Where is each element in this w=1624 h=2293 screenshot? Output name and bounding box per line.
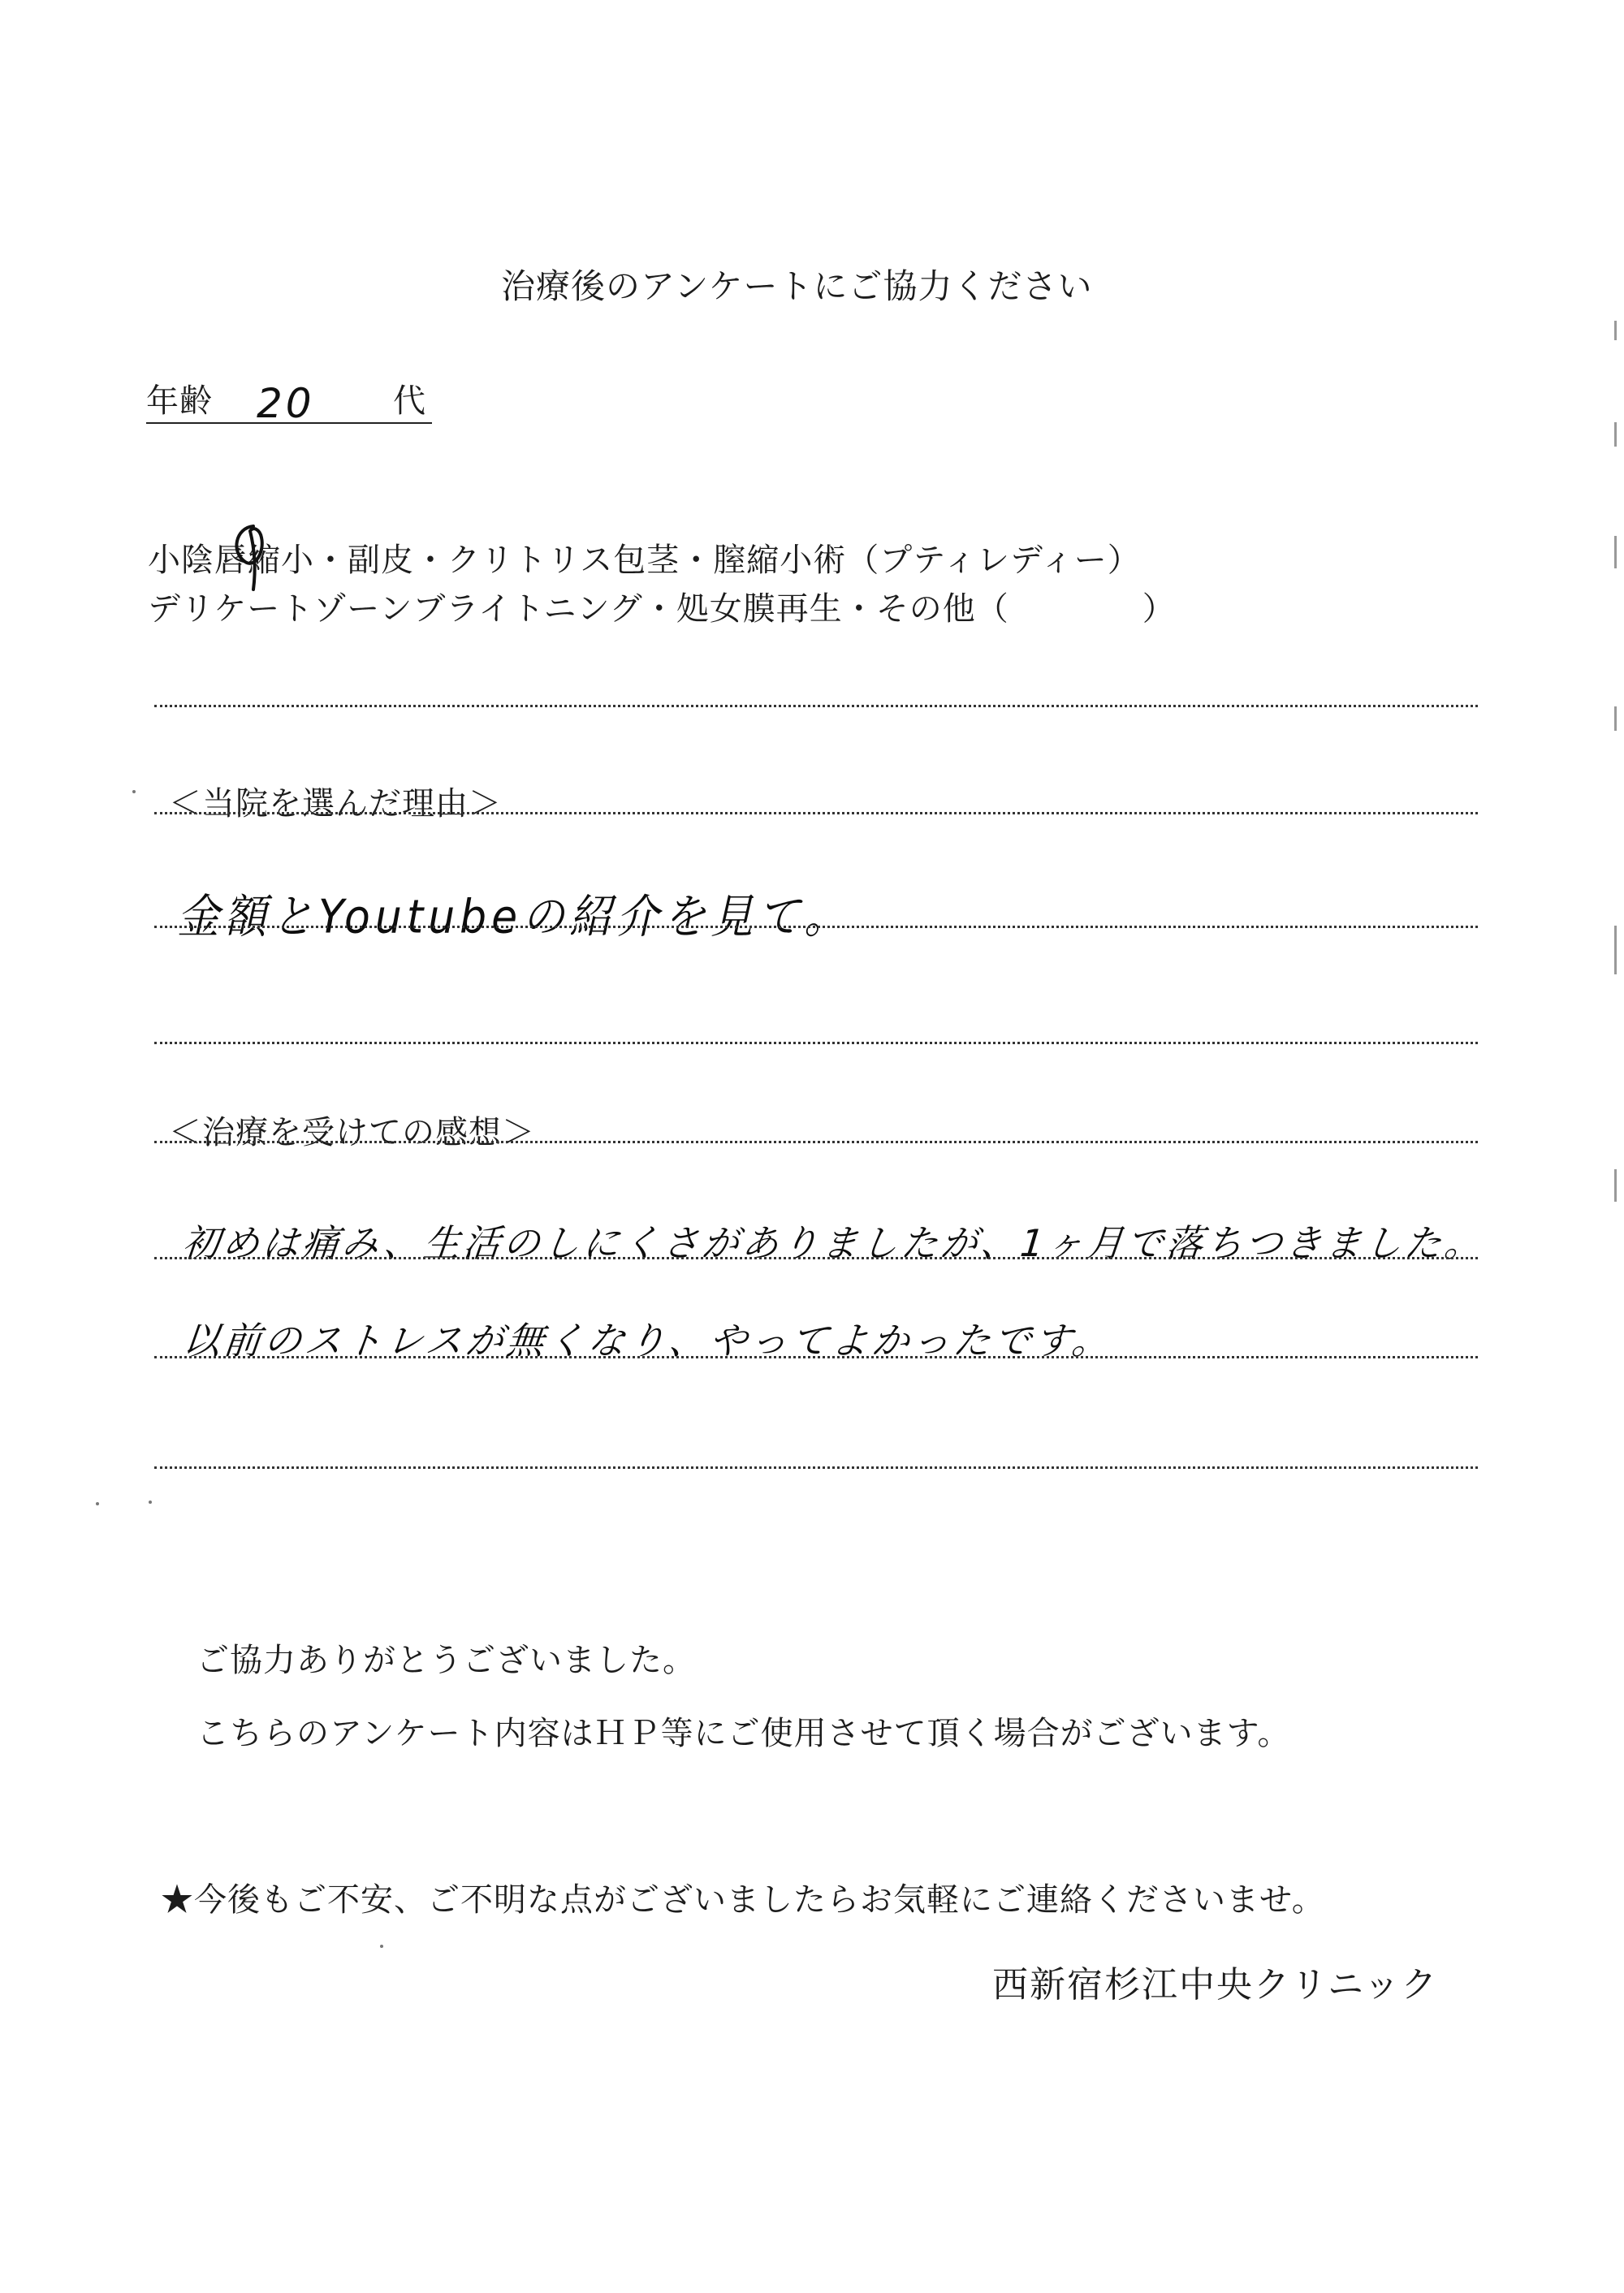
scan-speck <box>149 1501 152 1504</box>
impression-answer-line-1: 初めは痛み、生活のしにくさがありましたが、1ヶ月で落ちつきました。 <box>180 1221 1487 1265</box>
selection-circle-mark <box>229 520 270 593</box>
scan-edge-mark <box>1614 926 1617 974</box>
reason-section-label: ＜当院を選んだ理由＞ <box>169 785 502 823</box>
impression-blank-line <box>154 1466 1478 1469</box>
divider-line <box>154 705 1478 707</box>
impression-answer-line-2-rule <box>154 1356 1478 1358</box>
scan-edge-mark <box>1614 706 1617 731</box>
treatment-options-line-2: デリケートゾーンブライトニング・処女膜再生・その他（ ） <box>148 590 1176 628</box>
scan-edge-mark <box>1614 321 1617 340</box>
age-label: 年齢 <box>146 382 213 420</box>
reason-answer-line <box>154 926 1478 928</box>
treatment-options-line-1: 小陰唇縮小・副皮・クリトリス包茎・膣縮小術（プティレディー） <box>148 542 1141 579</box>
impression-section-label: ＜治療を受けての感想＞ <box>169 1114 535 1151</box>
reason-label-underline <box>154 812 1478 814</box>
age-unit: 代 <box>393 382 426 420</box>
clinic-name: 西新宿杉江中央クリニック <box>992 1964 1439 2006</box>
impression-label-underline <box>154 1141 1478 1143</box>
age-underline <box>146 422 432 424</box>
scan-speck <box>96 1502 99 1505</box>
usage-notice: こちらのアンケート内容はＨＰ等にご使用させて頂く場合がございます。 <box>197 1715 1291 1752</box>
contact-message: ★今後もご不安、ご不明な点がございましたらお気軽にご連絡くださいませ。 <box>161 1881 1325 1919</box>
age-value: 20 <box>257 380 315 427</box>
impression-answer-line-1-rule <box>154 1257 1478 1259</box>
scan-speck <box>380 1945 383 1948</box>
form-title: 治療後のアンケートにご協力ください <box>501 266 1093 306</box>
reason-answer: 金額とYoutubeの紹介を見て。 <box>177 890 852 944</box>
scan-edge-mark <box>1614 536 1617 568</box>
scan-speck <box>132 790 136 793</box>
thanks-message: ご協力ありがとうございました。 <box>197 1642 696 1679</box>
reason-blank-line <box>154 1042 1478 1044</box>
impression-answer-line-2: 以前のストレスが無くなり、やってよかったです。 <box>180 1319 1115 1362</box>
scan-edge-mark <box>1614 1169 1617 1202</box>
scan-edge-mark <box>1614 422 1617 447</box>
